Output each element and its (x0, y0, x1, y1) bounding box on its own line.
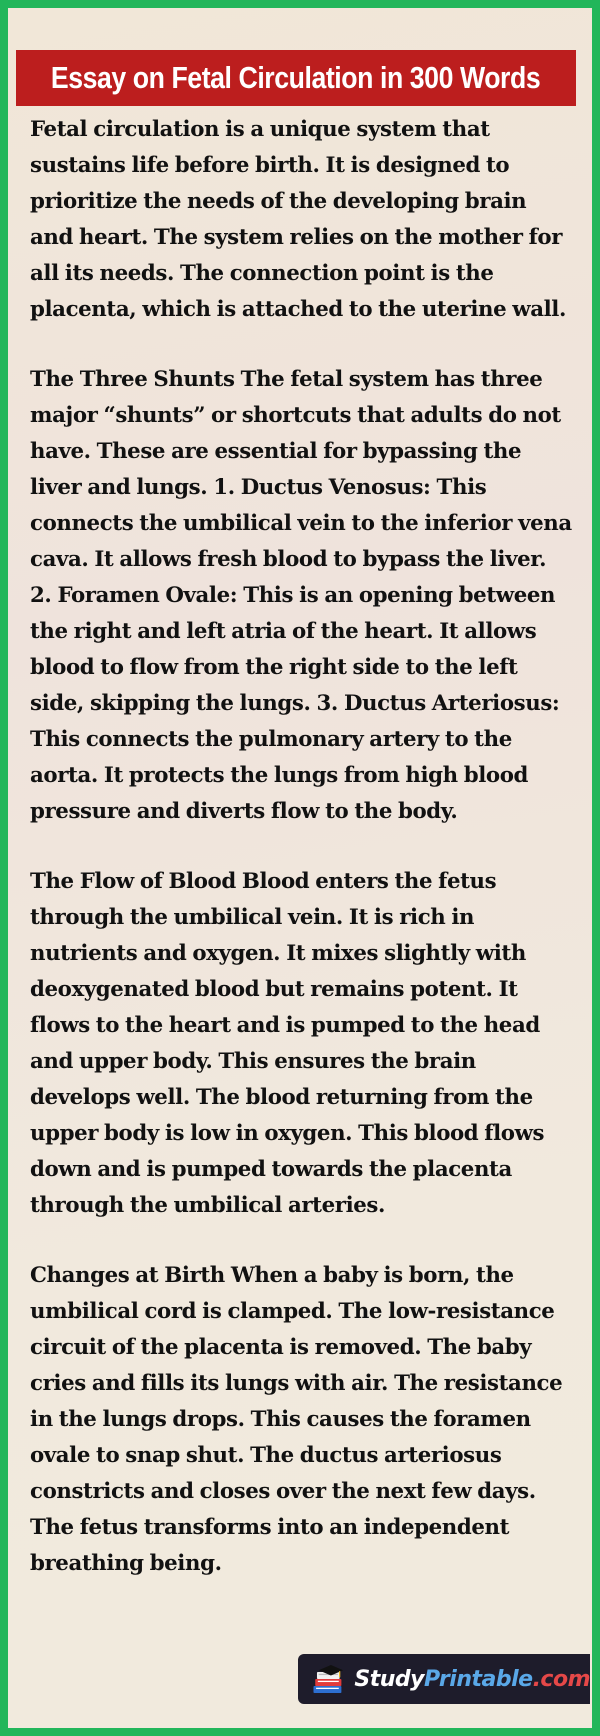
books-icon (310, 1659, 348, 1699)
essay-body (30, 112, 572, 1616)
paragraph-flow-of-blood: The Flow of Blood Blood enters the fetus through the umbilical vein. It is rich in nutrients and oxygen. It mixes slightly with deoxygenated blood but remains potent. It flows to the heart and is pumped to the head and upper body. This ensures the brain develops well. The blood returning from the upper body is low in oxygen. This blood flows down and is pumped towards the placenta through the umbilical arteries. (30, 869, 545, 1218)
site-logo[interactable] (298, 1654, 590, 1704)
paragraph-changes-at-birth: Changes at Birth When a baby is born, the umbilical cord is clamped. The low-resistance circuit of the placenta is removed. The baby cries and fills its lungs with air. The resistance in the lungs drops. This causes the foramen ovale to snap shut. The ductus arteriosus constricts and closes over the next few days. The fetus transforms into an independent breathing being. (30, 1263, 563, 1576)
logo-wordmark: StudyPrintable.com (354, 1666, 590, 1692)
paragraph-intro: Fetal circulation is a unique system that sustains life before birth. It is designed to prioritize the needs of the developing brain and heart. The system relies on the mother for all its needs. The connection point is the placenta, which is attached to the uterine wall. (30, 117, 566, 322)
page-title: Essay on Fetal Circulation in 300 Words (51, 60, 541, 95)
paragraph-three-shunts: The Three Shunts The fetal system has three major “shunts” or shortcuts that adults do not have. These are essential for bypassing the liver and lungs. 1. Ductus Venosus: This connects the umbilical vein to the inferior vena cava. It allows fresh blood to bypass the liver. 2. Foramen Ovale: This is an opening between the right and left atria of the heart. It allows blood to flow from the right side to the left side, skipping the lungs. 3. Ductus Arteriosus: This connects the pulmonary artery to the aorta. It protects the lungs from high blood pressure and diverts flow to the body. (30, 367, 572, 824)
page-frame (8, 8, 592, 1728)
title-banner (16, 50, 576, 106)
